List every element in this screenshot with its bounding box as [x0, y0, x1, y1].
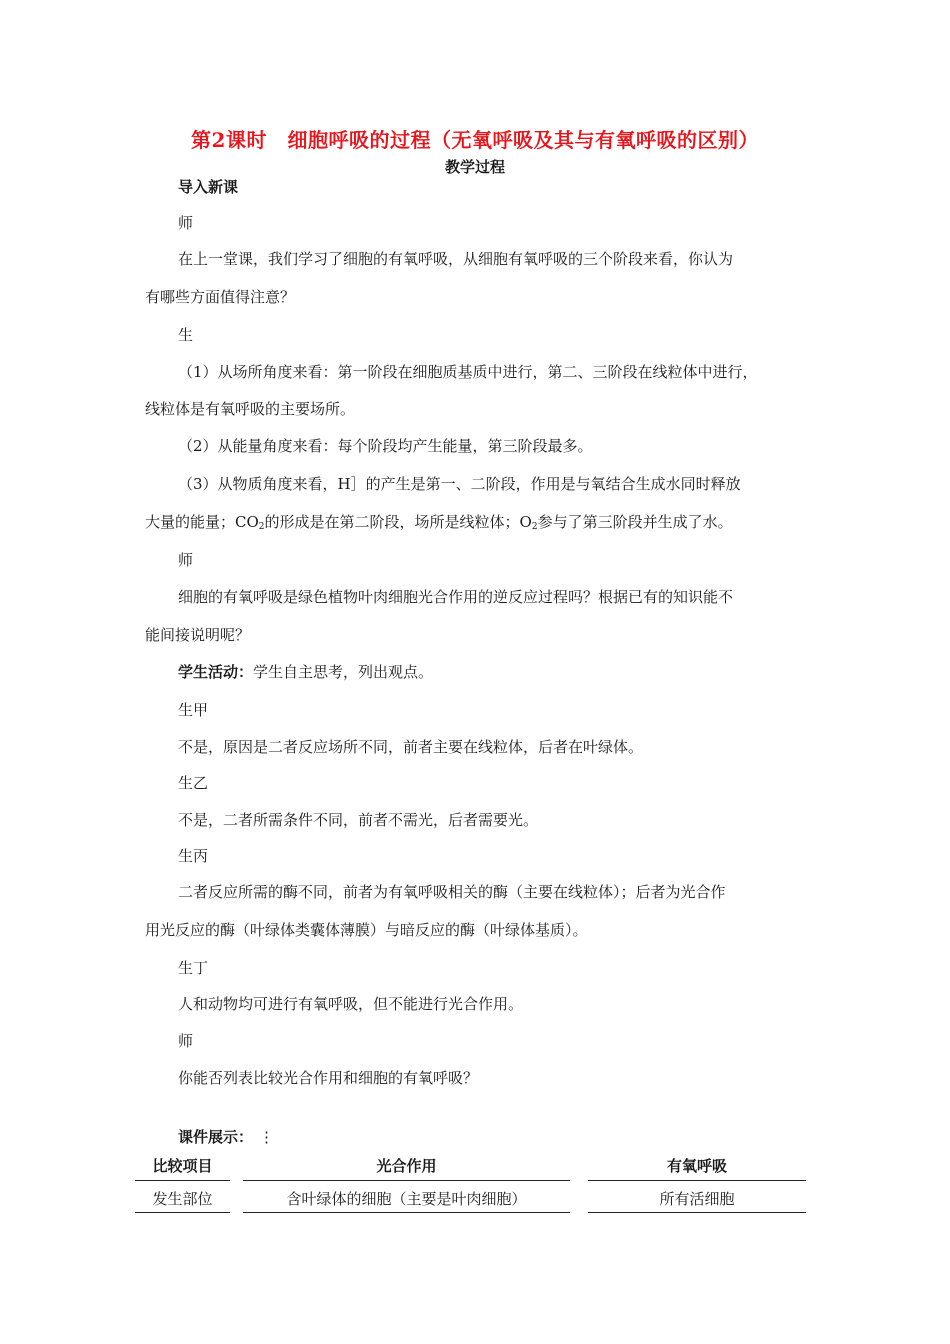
table-cell: 所有活细胞: [659, 1190, 735, 1208]
table-header-item: 比较项目: [152, 1157, 213, 1175]
speaker-student-d: 生丁: [178, 959, 209, 977]
table-rule: [588, 1212, 806, 1213]
paragraph-line: 不是，二者所需条件不同，前者不需光，后者需要光。: [178, 811, 539, 829]
text-segment: 大量的能量；CO: [145, 513, 259, 531]
paragraph-line: （2）从能量角度来看：每个阶段均产生能量，第三阶段最多。: [178, 437, 593, 455]
subscript: 2: [531, 522, 538, 532]
title-prefix: 第: [191, 128, 212, 152]
title-number: 2: [211, 128, 226, 152]
paragraph-line: 二者反应所需的酶不同，前者为有氧呼吸相关的酶（主要在线粒体）；后者为光合作: [178, 883, 726, 901]
paragraph-line: 细胞的有氧呼吸是绿色植物叶肉细胞光合作用的逆反应过程吗？根据已有的知识能不: [178, 588, 734, 606]
paragraph-line: 你能否列表比较光合作用和细胞的有氧呼吸？: [178, 1069, 479, 1087]
page-title: [0, 124, 950, 153]
courseware-marker: ⋮: [259, 1128, 275, 1146]
table-rule: [243, 1212, 570, 1213]
title-rest: 课时 细胞呼吸的过程（无氧呼吸及其与有氧呼吸的区别）: [225, 128, 759, 152]
paragraph-line: 有哪些方面值得注意？: [145, 288, 296, 306]
student-activity: [178, 662, 433, 682]
paragraph-line: 能间接说明呢？: [145, 626, 251, 644]
paragraph-line: [145, 512, 733, 537]
paragraph-line: （1）从场所角度来看：第一阶段在细胞质基质中进行，第二、三阶段在线粒体中进行，: [178, 363, 758, 381]
speaker-teacher: 师: [178, 1032, 194, 1050]
text-segment: 参与了第三阶段并生成了水。: [537, 513, 733, 531]
table-rule: [135, 1212, 230, 1213]
paragraph-line: 用光反应的酶（叶绿体类囊体薄膜）与暗反应的酶（叶绿体基质）。: [145, 921, 588, 939]
activity-label: 学生活动：: [178, 663, 254, 681]
paragraph-line: 在上一堂课，我们学习了细胞的有氧呼吸，从细胞有氧呼吸的三个阶段来看，你认为: [178, 250, 734, 268]
paragraph-line: 人和动物均可进行有氧呼吸，但不能进行光合作用。: [178, 995, 524, 1013]
table-header-aerobic: 有氧呼吸: [666, 1157, 727, 1175]
speaker-student: 生: [178, 326, 194, 344]
text-segment: 的形成是在第二阶段，场所是线粒体；O: [264, 513, 532, 531]
activity-text: 学生自主思考，列出观点。: [253, 663, 434, 681]
paragraph-line: 线粒体是有氧呼吸的主要场所。: [145, 400, 356, 418]
speaker-student-c: 生丙: [178, 847, 209, 865]
speaker-student-a: 生甲: [178, 701, 209, 719]
table-header-photosynthesis: 光合作用: [376, 1157, 437, 1175]
paragraph-line: （3）从物质角度来看，H］的产生是第一、二阶段，作用是与氧结合生成水同时释放: [178, 475, 741, 493]
subtitle: 教学过程: [444, 158, 505, 176]
table-rule: [243, 1180, 570, 1181]
speaker-student-b: 生乙: [178, 774, 209, 792]
table-rule: [588, 1180, 806, 1181]
subscript: 2: [258, 522, 265, 532]
table-cell: 发生部位: [152, 1190, 213, 1208]
section-heading-intro: 导入新课: [178, 178, 239, 196]
speaker-teacher: 师: [178, 214, 194, 232]
paragraph-line: 不是，原因是二者反应场所不同，前者主要在线粒体，后者在叶绿体。: [178, 738, 644, 756]
table-cell: 含叶绿体的细胞（主要是叶肉细胞）: [286, 1190, 527, 1208]
courseware-label: 课件展示：: [178, 1128, 254, 1146]
courseware-display: [178, 1127, 274, 1147]
speaker-teacher: 师: [178, 551, 194, 569]
table-rule: [135, 1180, 230, 1181]
